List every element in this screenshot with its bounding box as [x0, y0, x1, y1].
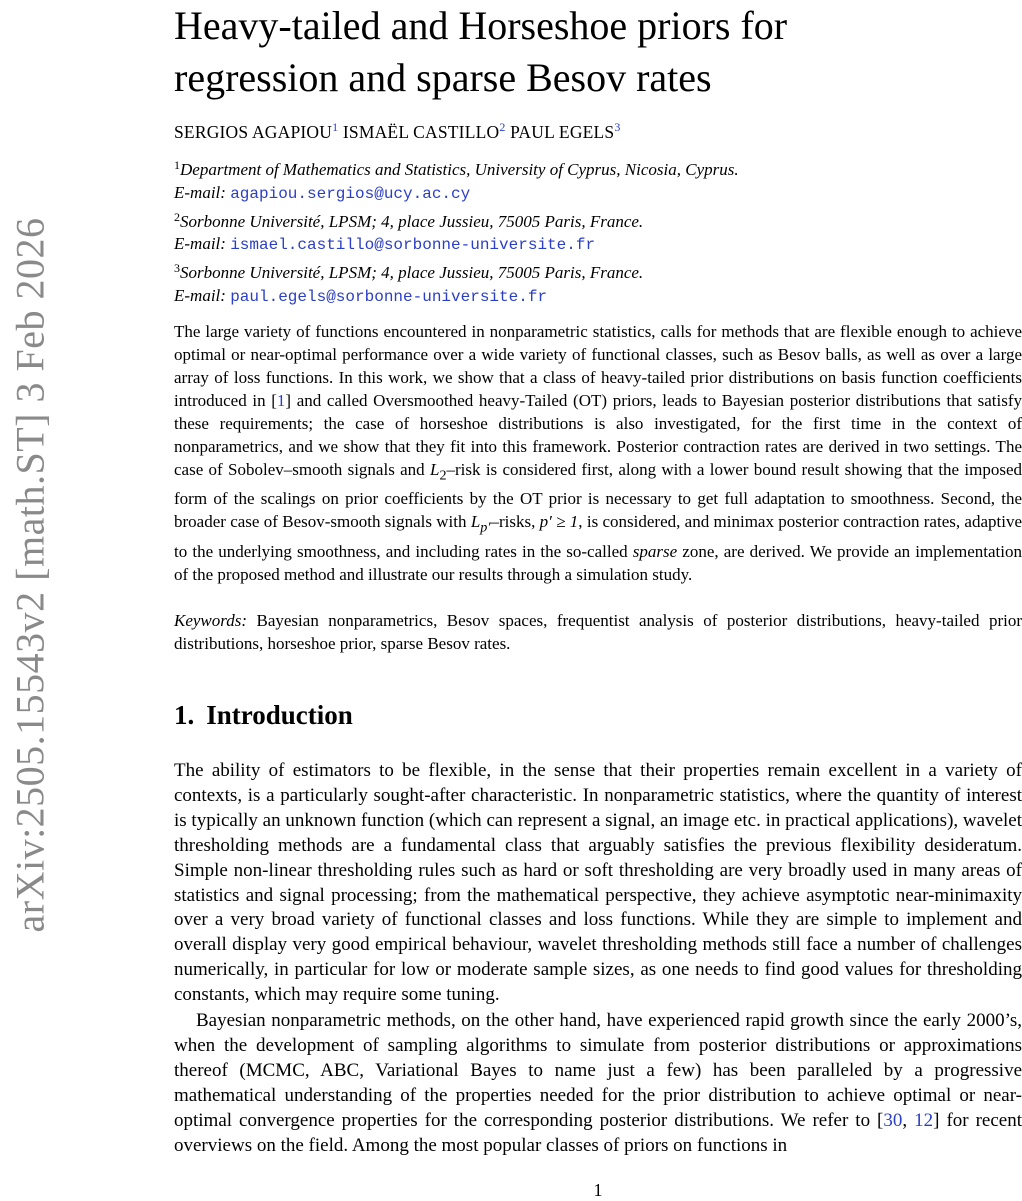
- affiliation-2: $^2$Sorbonne Université, LPSM; 4, place Jussieu, 75005 Paris, France.: [174, 209, 644, 231]
- keywords-label: Keywords:: [174, 611, 248, 630]
- author-name: SERGIOS AGAPIOU: [174, 122, 333, 142]
- email-line-1: E-mail: agapiou.sergios@ucy.ac.cy: [174, 182, 471, 203]
- email-link[interactable]: ismael.castillo@sorbonne-universite.fr: [230, 236, 596, 255]
- citation-link[interactable]: 12: [914, 1109, 934, 1131]
- intro-paragraph-1: The ability of estimators to be flexible, in the sense that their properties remain excellent in a variety of contexts, is a particularly sought-after characteristic. In nonparametric statistics, where the quantity of interest is typically an unknown function (which can represent a signal, an image etc. in practical applications), wavelet thresholding methods are a fundamental class that arguably satisfies the previous flexibility desideratum. Simple non-linear thresholding rules such as hard or soft thresholding are very broadly used in many areas of statistics and signal processing; from the mathematical perspective, they achieve asymptotic near-minimaxity over a very broad variety of functional classes and loss functions. While they are simple to implement and overall display very good empirical behaviour, wavelet thresholding methods still face a number of challenges numerically, in particular for low or moderate sample sizes, as one needs to find good values for thresholding constants, which may require some tuning.: [174, 760, 1022, 1006]
- affiliation-mark[interactable]: 2: [499, 120, 506, 134]
- email-link[interactable]: agapiou.sergios@ucy.ac.cy: [230, 184, 471, 203]
- intro-paragraph-2: Bayesian nonparametric methods, on the other hand, have experienced rapid growth since the early 2000’s, when the development of sampling algorithms to simulate from posterior distributions or approximations thereof (MCMC, ABC, Variational Bayes to name just a few) has been paralleled by a progressive mathematical understanding of the properties needed for the prior distribution to achieve optimal or near-optimal convergence properties for the corresponding posterior distributions. We refer to [30, 12] for recent overviews on the field. Among the most popular classes of priors on functions in: [174, 1010, 1022, 1156]
- paper-title: [174, 0, 1022, 104]
- email-line-3: E-mail: paul.egels@sorbonne-universite.fr: [174, 285, 548, 306]
- title-line-1: Heavy-tailed and Horseshoe priors for: [174, 3, 788, 48]
- title-line-2: regression and sparse Besov rates: [174, 55, 712, 100]
- citation-link[interactable]: 30: [883, 1109, 903, 1131]
- arxiv-identifier: arXiv:2505.15543v2 [math.ST] 3 Feb 2026: [7, 217, 53, 933]
- section-title: Introduction: [206, 700, 353, 730]
- affiliation-mark[interactable]: 1: [332, 120, 339, 134]
- author-name: ISMAËL CASTILLO: [342, 122, 500, 142]
- author-name: PAUL EGELS: [510, 122, 615, 142]
- section-number: 1.: [174, 700, 195, 730]
- email-line-2: E-mail: ismael.castillo@sorbonne-universite.fr: [174, 234, 596, 255]
- citation-link[interactable]: 1: [276, 391, 286, 410]
- affiliations: [174, 154, 739, 309]
- keywords: [174, 609, 1022, 655]
- keywords-text: Bayesian nonparametrics, Besov spaces, frequentist analysis of posterior distributions, heavy-tailed prior distributions, horseshoe prior, sparse Besov rates.: [174, 611, 1022, 653]
- author-list: [174, 120, 621, 143]
- page-number: 1: [593, 1180, 603, 1200]
- affiliation-mark[interactable]: 3: [614, 120, 621, 134]
- arxiv-sidebar: [0, 0, 60, 1200]
- affiliation-1: $^1$Department of Mathematics and Statistics, University of Cyprus, Nicosia, Cyprus.: [174, 158, 739, 179]
- email-link[interactable]: paul.egels@sorbonne-universite.fr: [230, 287, 548, 306]
- affiliation-3: $^3$Sorbonne Université, LPSM; 4, place Jussieu, 75005 Paris, France.: [174, 261, 644, 283]
- section-heading: [174, 700, 353, 731]
- abstract: The large variety of functions encountered in nonparametric statistics, calls for methods that are flexible enough to achieve optimal or near-optimal performance over a wide variety of functional classes, such as Besov balls, as well as over a large array of loss functions. In this work, we show that a class of heavy-tailed prior distributions on basis function coefficients introduced in [1] and called Oversmoothed heavy-Tailed (OT) priors, leads to Bayesian posterior distributions that satisfy these requirements; the case of horseshoe distributions is also investigated, for the first time in the context of nonparametrics, and we show that they fit into this framework. Posterior contraction rates are derived in two settings. The case of Sobolev–smooth signals and $L_2$–risk is considered first, along with a lower bound result showing that the imposed form of the scalings on prior coefficients by the OT prior is necessary to get full adaptation to smoothness. Second, the broader case of Besov-smooth signals with $L_{p'}$–risks, p′ ≥ 1, is considered, and minimax posterior contraction rates, adaptive to the underlying smoothness, and including rates in the so-called sparse zone, are derived. We provide an implementation of the proposed method and illustrate our results through a simulation study.: [174, 322, 1022, 584]
